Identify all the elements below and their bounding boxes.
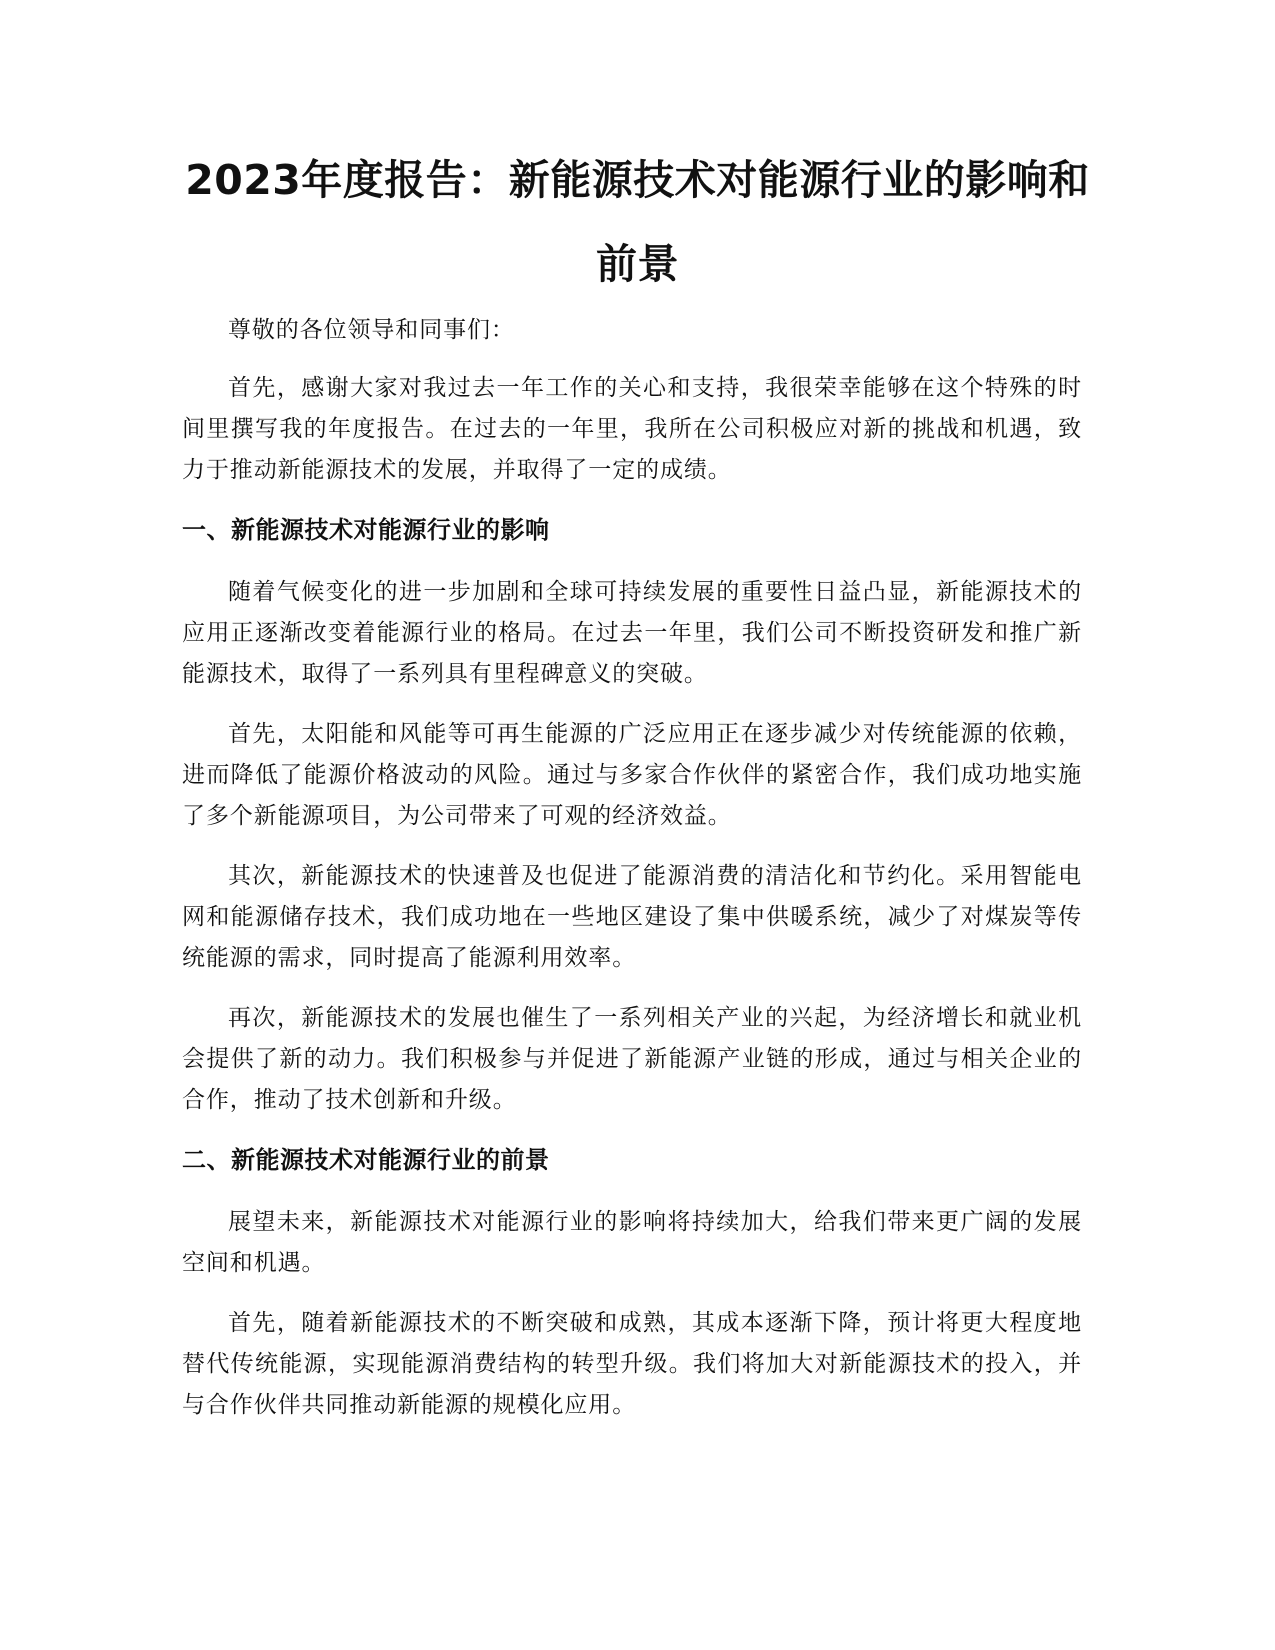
greeting: 尊敬的各位领导和同事们：: [228, 317, 515, 343]
section-2-heading: 二、新能源技术对能源行业的前景: [182, 1146, 550, 1174]
section-1-paragraph-1: 随着气候变化的进一步加剧和全球可持续发展的重要性日益凸显，新能源技术的应用正逐渐改变着能源行业的格局。在过去一年里，我们公司不断投资研发和推广新能源技术，取得了一系列具有里程碑意义的突破。: [182, 579, 1082, 687]
section-1-paragraph-2: 首先，太阳能和风能等可再生能源的广泛应用正在逐步减少对传统能源的依赖，进而降低了能源价格波动的风险。通过与多家合作伙伴的紧密合作，我们成功地实施了多个新能源项目，为公司带来了可观的经济效益。: [182, 721, 1082, 829]
intro-paragraph: 首先，感谢大家对我过去一年工作的关心和支持，我很荣幸能够在这个特殊的时间里撰写我的年度报告。在过去的一年里，我所在公司积极应对新的挑战和机遇，致力于推动新能源技术的发展，并取得了一定的成绩。: [182, 375, 1082, 483]
section-1-heading: 一、新能源技术对能源行业的影响: [182, 516, 550, 544]
document-title: 2023年度报告：新能源技术对能源行业的影响和前景: [185, 156, 1090, 288]
section-1-paragraph-3: 其次，新能源技术的快速普及也促进了能源消费的清洁化和节约化。采用智能电网和能源储存技术，我们成功地在一些地区建设了集中供暖系统，减少了对煤炭等传统能源的需求，同时提高了能源利用效率。: [182, 863, 1082, 971]
section-2-paragraph-1: 展望未来，新能源技术对能源行业的影响将持续加大，给我们带来更广阔的发展空间和机遇。: [182, 1209, 1082, 1276]
section-2-paragraph-2: 首先，随着新能源技术的不断突破和成熟，其成本逐渐下降，预计将更大程度地替代传统能源，实现能源消费结构的转型升级。我们将加大对新能源技术的投入，并与合作伙伴共同推动新能源的规模化应用。: [182, 1310, 1082, 1418]
section-1-paragraph-4: 再次，新能源技术的发展也催生了一系列相关产业的兴起，为经济增长和就业机会提供了新的动力。我们积极参与并促进了新能源产业链的形成，通过与相关企业的合作，推动了技术创新和升级。: [182, 1005, 1082, 1113]
